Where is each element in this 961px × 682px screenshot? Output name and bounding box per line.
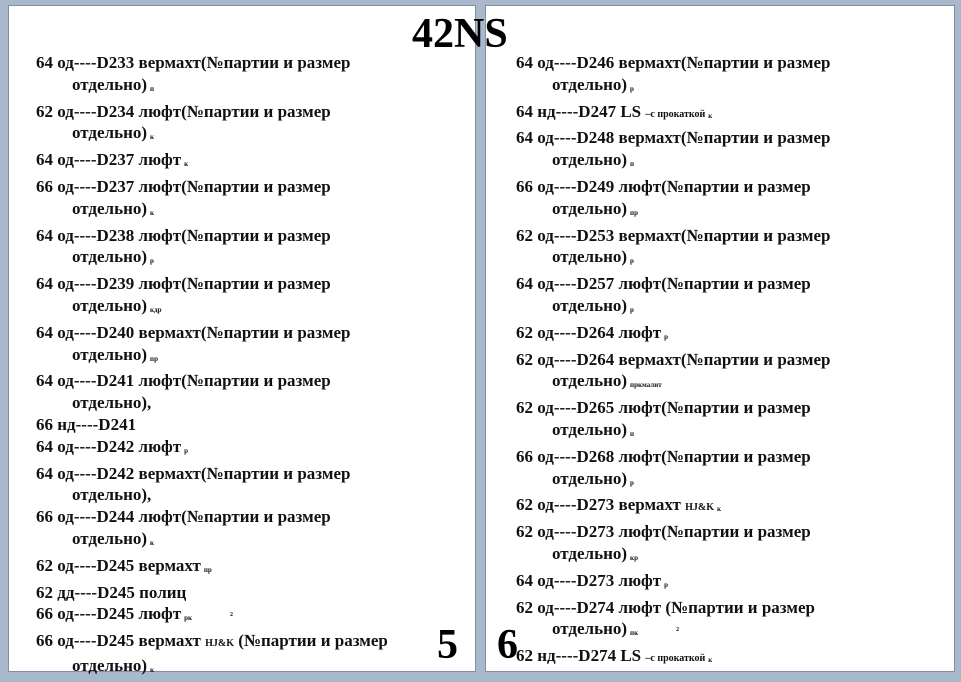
entry-line (516, 273, 950, 295)
entry-note: кдр (150, 305, 162, 314)
entry-extra-mark: 2 (676, 627, 680, 634)
entry-line (516, 322, 950, 349)
entry-text: 64 од----D237 люфт (36, 150, 182, 170)
entry-text: 64 од----D239 люфт(№партии и размер (36, 274, 331, 294)
entry-note: р (630, 305, 634, 314)
entry-note: к (150, 133, 155, 142)
entry-note: к (184, 160, 189, 169)
list-item (36, 436, 469, 463)
list-item (36, 506, 469, 555)
entry-text: 62 од----D274 люфт (№партии и размер (516, 597, 815, 617)
entry-note: р (664, 580, 668, 589)
entry-line (36, 436, 469, 463)
list-item (36, 176, 469, 225)
entry-continuation (36, 344, 469, 371)
list-item (516, 397, 950, 446)
entry-cont-text: отдельно) (552, 371, 628, 391)
entry-note: р (184, 446, 188, 455)
entry-text: 62 од----D264 люфт (516, 322, 662, 342)
entry-text: 62 од----D253 вермахт(№партии и размер (516, 225, 831, 245)
entry-text: 62 од----D273 вермахт (516, 495, 681, 515)
entry-text: 62 од----D264 вермахт(№партии и размер (516, 349, 831, 369)
entry-continuation (516, 419, 950, 446)
page-number-right: 6 (497, 622, 518, 668)
entry-text: 64 нд----D247 (516, 101, 617, 121)
entry-line (36, 52, 469, 74)
sheet-title: 42NS (412, 11, 508, 57)
entry-cont-text: отдельно) (552, 247, 628, 267)
entry-line (36, 176, 469, 198)
entry-remark: –с прокаткой (645, 108, 706, 120)
entry-text: 66 од----D245 люфт (36, 604, 182, 624)
entry-note: к (717, 505, 722, 514)
entry-note: к (150, 665, 155, 674)
entry-line (516, 397, 950, 419)
entry-text: 62 нд----D274 (516, 646, 617, 666)
entry-continuation (516, 543, 950, 570)
entry-text: 66 од----D268 люфт(№партии и размер (516, 446, 811, 466)
entry-line (516, 101, 950, 128)
list-item (516, 225, 950, 274)
list-item (36, 414, 469, 436)
entry-note: пр (203, 565, 212, 574)
entry-code: LS (620, 101, 642, 121)
entry-note: пр (630, 208, 638, 217)
entry-text: 64 од----D240 вермахт(№партии и размер (36, 322, 351, 342)
list-item (516, 597, 950, 646)
entry-continuation (516, 295, 950, 322)
entry-line (516, 597, 950, 619)
entry-cont-text: отдельно) (552, 619, 628, 639)
page-left (8, 5, 476, 675)
entry-continuation (516, 149, 950, 176)
list-item (516, 570, 950, 597)
entry-line (36, 463, 469, 485)
entry-line (36, 273, 469, 295)
entry-cont-text: отдельно) (72, 198, 148, 218)
entry-cont-text: отдельно) (72, 528, 148, 548)
list-item (516, 52, 950, 101)
list-item (36, 101, 469, 150)
entry-cont-text: отдельно), (72, 393, 152, 413)
entry-list-right (516, 52, 950, 672)
entry-text: 62 дд----D245 полиц (36, 582, 187, 602)
entry-continuation (516, 370, 950, 397)
entry-line (36, 630, 469, 655)
list-item (516, 645, 950, 672)
entry-note: к (708, 656, 713, 665)
entry-line (516, 349, 950, 371)
entry-note: р (664, 332, 668, 341)
entry-cont-text: отдельно) (72, 74, 148, 94)
entry-remark: HJ&K (205, 638, 234, 650)
entry-note: к (150, 538, 155, 547)
entry-line (36, 322, 469, 344)
list-item (36, 52, 469, 101)
entry-line (36, 506, 469, 528)
entry-note: кр (630, 553, 638, 562)
entry-continuation (36, 392, 469, 414)
list-item (516, 349, 950, 398)
entry-cont-text: отдельно) (552, 543, 628, 563)
entry-continuation (36, 122, 469, 149)
entry-line (516, 645, 950, 672)
entry-text: 64 од----D242 люфт (36, 436, 182, 456)
entry-continuation (516, 246, 950, 273)
list-item (516, 446, 950, 495)
entry-continuation (36, 528, 469, 555)
entry-text: 62 од----D234 люфт(№партии и размер (36, 101, 331, 121)
entry-continuation (516, 618, 950, 645)
entry-extra-mark: 2 (230, 612, 234, 619)
list-item (36, 603, 469, 630)
entry-line (36, 149, 469, 176)
entry-note: р (150, 257, 154, 266)
entry-line (36, 225, 469, 247)
entry-continuation (36, 74, 469, 101)
entry-cont-text: отдельно) (552, 74, 628, 94)
entry-note: р (630, 478, 634, 487)
entry-remark: –с прокаткой (645, 653, 706, 665)
entry-note: пр (150, 354, 158, 363)
entry-continuation (36, 484, 469, 506)
entry-text: 66 од----D244 люфт(№партии и размер (36, 507, 331, 527)
entry-note: к (150, 208, 155, 217)
entry-note: к (708, 111, 713, 120)
entry-cont-text: отдельно) (552, 150, 628, 170)
entry-text: 64 од----D233 вермахт(№партии и размер (36, 53, 351, 72)
entry-line (36, 555, 469, 582)
entry-line (36, 101, 469, 123)
entry-list-left (36, 52, 469, 682)
list-item (516, 101, 950, 128)
entry-text: 62 од----D273 люфт(№партии и размер (516, 522, 811, 542)
entry-cont-text: отдельно) (552, 198, 628, 218)
list-item (36, 273, 469, 322)
entry-text: 64 од----D242 вермахт(№партии и размер (36, 463, 351, 483)
list-item (516, 494, 950, 521)
entry-text: 64 од----D238 люфт(№партии и размер (36, 225, 331, 245)
entry-line (516, 52, 950, 74)
entry-cont-text: отдельно) (552, 295, 628, 315)
entry-line (516, 225, 950, 247)
entry-line (36, 414, 469, 436)
entry-cont-text: отдельно) (72, 123, 148, 143)
entry-note: рк (184, 614, 193, 623)
list-item (516, 127, 950, 176)
entry-text: 66 од----D245 вермахт (36, 631, 201, 651)
entry-remark: HJ&K (685, 502, 714, 514)
entry-cont-text: отдельно), (72, 485, 152, 505)
list-item (36, 463, 469, 507)
entry-cont-text: отдельно) (72, 344, 148, 364)
entry-text: 66 нд----D241 (36, 414, 137, 434)
entry-text: 66 од----D249 люфт(№партии и размер (516, 176, 811, 196)
entry-text-after: (№партии и размер (238, 631, 388, 651)
entry-note: п (630, 160, 635, 169)
list-item (36, 630, 469, 682)
list-item (36, 582, 469, 604)
page-number-left: 5 (437, 622, 458, 668)
entry-text: 66 од----D237 люфт(№партии и размер (36, 176, 331, 196)
entry-note: п (150, 84, 155, 93)
entry-continuation (516, 198, 950, 225)
entry-cont-text: отдельно) (72, 655, 148, 675)
entry-continuation (36, 246, 469, 273)
entry-continuation (516, 468, 950, 495)
entry-note: р (630, 84, 634, 93)
entry-line (516, 570, 950, 597)
entry-note: п (630, 429, 635, 438)
entry-line (516, 494, 950, 521)
entry-cont-text: отдельно) (552, 419, 628, 439)
list-item (516, 273, 950, 322)
entry-text: 62 од----D265 люфт(№партии и размер (516, 398, 811, 418)
list-item (516, 176, 950, 225)
list-item (36, 555, 469, 582)
entry-cont-text: отдельно) (552, 468, 628, 488)
entry-line (36, 603, 469, 630)
entry-line (516, 446, 950, 468)
entry-line (36, 582, 469, 604)
entry-continuation (36, 295, 469, 322)
entry-cont-text: отдельно) (72, 295, 148, 315)
entry-line (516, 127, 950, 149)
list-item (516, 521, 950, 570)
entry-text: 64 од----D248 вермахт(№партии и размер (516, 128, 831, 148)
list-item (516, 322, 950, 349)
entry-cont-text: отдельно) (72, 247, 148, 267)
list-item (36, 149, 469, 176)
entry-code: LS (620, 646, 642, 666)
entry-continuation (516, 74, 950, 101)
entry-note: пк (630, 629, 639, 638)
entry-line (516, 176, 950, 198)
entry-note: р (630, 257, 634, 266)
entry-text: 62 од----D245 вермахт (36, 555, 201, 575)
entry-text: 64 од----D246 вермахт(№партии и размер (516, 53, 831, 72)
entry-text: 64 од----D257 люфт(№партии и размер (516, 274, 811, 294)
entry-line (36, 370, 469, 392)
list-item (36, 370, 469, 414)
list-item (36, 322, 469, 371)
entry-text: 64 од----D241 люфт(№партии и размер (36, 371, 331, 391)
page-right (485, 5, 955, 672)
entry-note: пркмалит (630, 381, 662, 390)
list-item (36, 225, 469, 274)
entry-text: 64 од----D273 люфт (516, 570, 662, 590)
entry-line (516, 521, 950, 543)
entry-continuation (36, 198, 469, 225)
